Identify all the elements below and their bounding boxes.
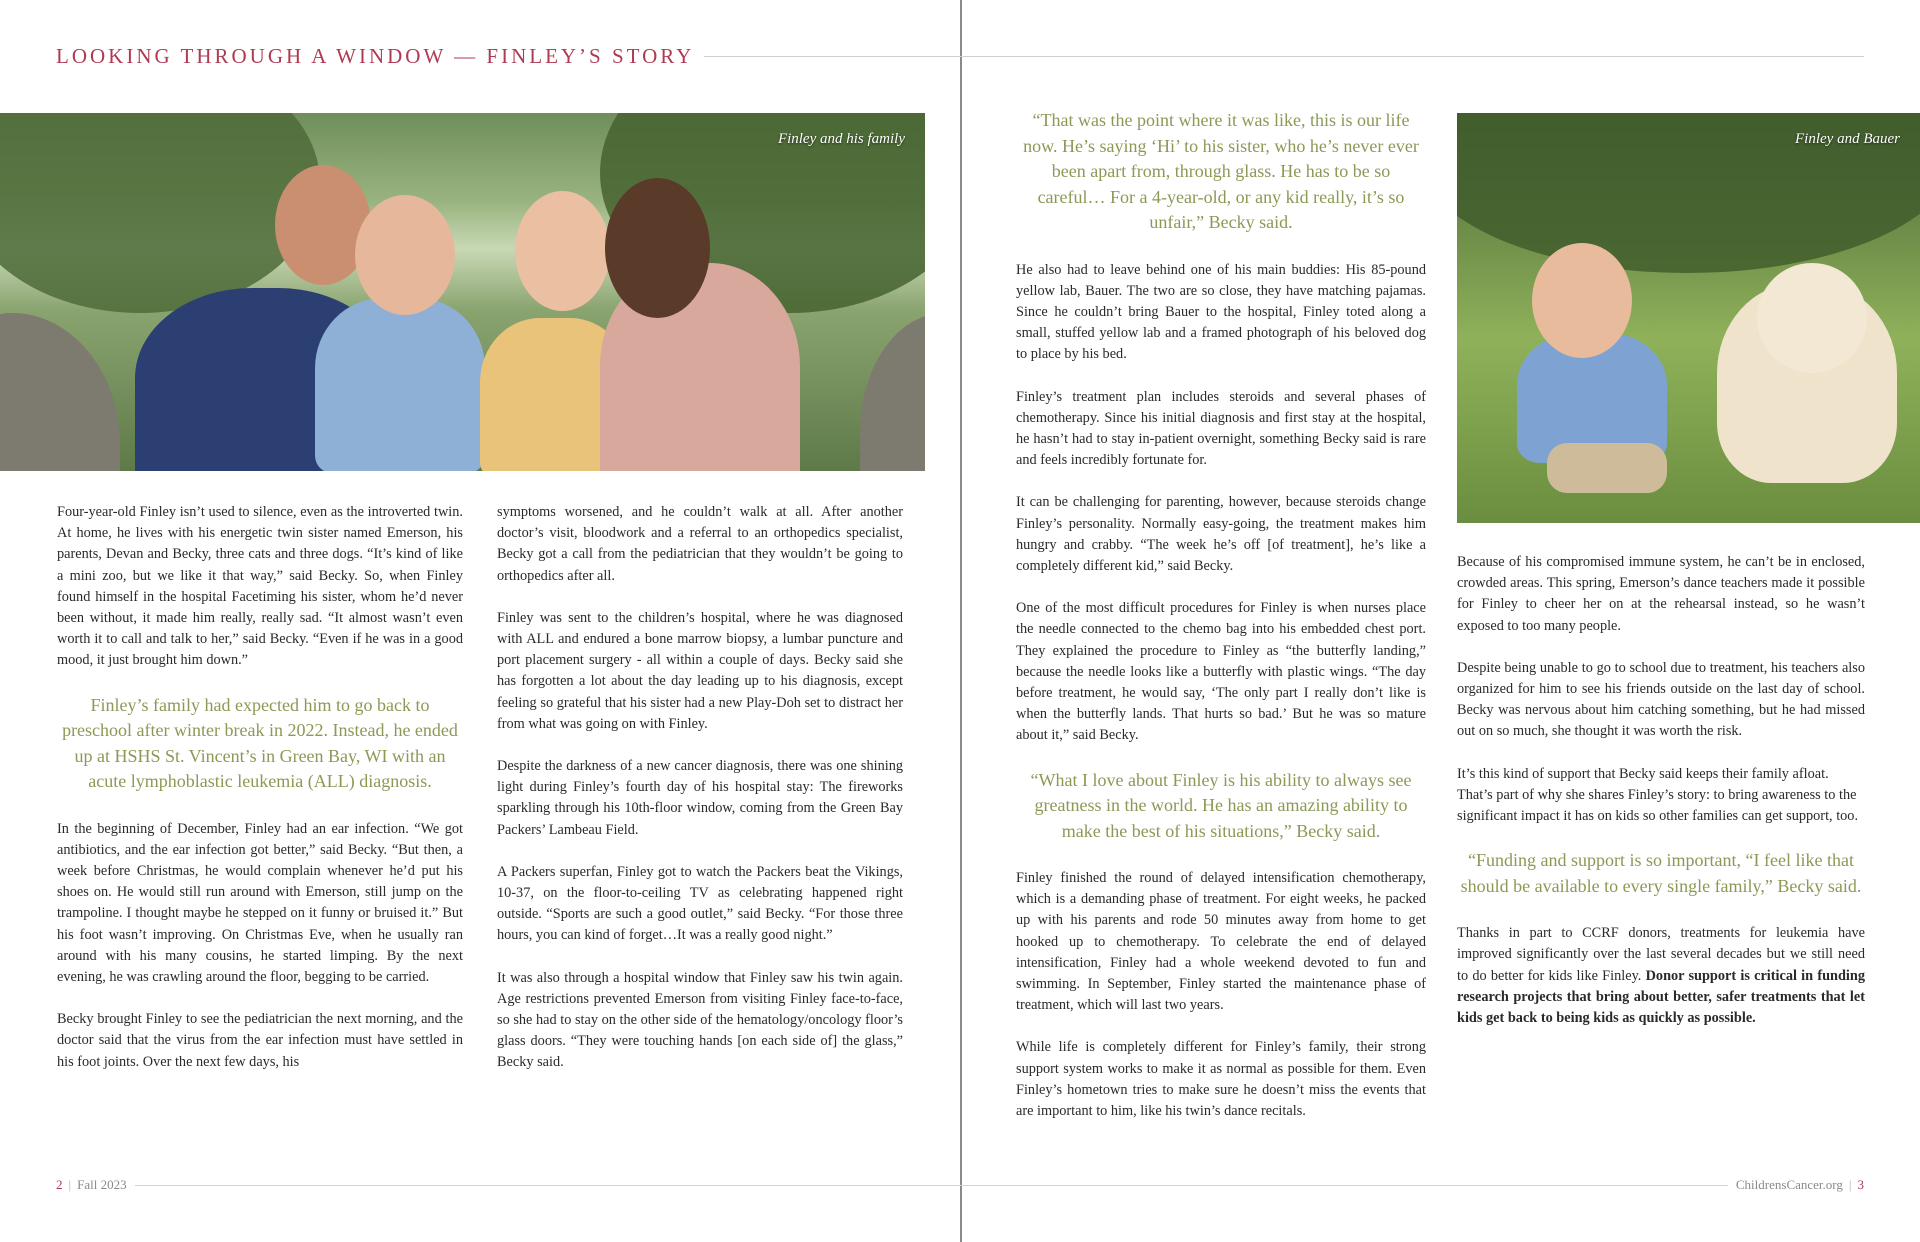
paragraph: Finley was sent to the children’s hospital, where he was diagnosed with ALL and endured a bone marrow biopsy, a lumbar puncture and port placement surgery - all within a couple of days. Becky said she has forgotten a lot about the day leading up to his diagnosis, except feeling so grateful that his sister had a new Play-Doh set to distract her from what was going on with Finley. xyxy=(497,609,903,732)
paragraph: Four-year-old Finley isn’t used to silence, even as the introverted twin. At home, he lives with his energetic twin sister named Emerson, his parents, Devan and Becky, three cats and three dogs. “It’s kind of like a mini zoo, but we like it that way,” said Becky. So, when Finley found himself in the hospital Facetiming his sister, whom he’d never been without, it made him really, really sad. “It almost wasn’t even worth it to call and talk to her,” said Becky. “Even if he was in a good mood, it just brought him down.” xyxy=(57,504,463,669)
paragraph: Despite the darkness of a new cancer diagnosis, there was one shining light during Finley’s fourth day of his hospital stay: The fireworks sparkling through his 10th-floor window, coming from the Green Bay Packers’ Lambeau Field. xyxy=(497,758,903,838)
column-2 xyxy=(497,502,903,1095)
column-3 xyxy=(1016,108,1426,1143)
pull-quote: Finley’s family had expected him to go back to preschool after winter break in 2022. Instead, he ended up at HSHS St. Vincent’s in Green Bay, WI with an acute lymphoblastic leukemia (ALL) diagnosis. xyxy=(62,694,458,792)
paragraph: Despite being unable to go to school due to treatment, his teachers also organized for him to see his friends outside on the last day of school. Becky was nervous about him catching something, but he had missed out on so much, she thought it was worth the risk. xyxy=(1457,659,1865,740)
site-label: ChildrensCancer.org xyxy=(1735,1177,1843,1192)
closing-paragraph xyxy=(1457,923,1865,1029)
pull-quote: “What I love about Finley is his ability to always see greatness in the world. He has an amazing ability to make the best of his situations,” Becky said. xyxy=(1030,769,1412,841)
paragraph: Finley’s treatment plan includes steroids and several phases of chemotherapy. Since his initial diagnosis and first stay at the hospital, he hasn’t had to stay in-patient overnight, something Becky said is rare and feels incredibly fortunate for. xyxy=(1016,388,1426,469)
closing-bold-text: Donor support is critical in funding research projects that bring about better, safer treatments that let kids get back to being kids as quickly as possible. xyxy=(1457,967,1866,1027)
tree-foliage-left xyxy=(0,113,320,313)
paragraph: Because of his compromised immune system, he can’t be in enclosed, crowded areas. This spring, Emerson’s dance teachers made it possible for Finley to cheer her on at the rehearsal instead, so he wasn’t exposed to too many people. xyxy=(1457,554,1865,634)
footer-separator: | xyxy=(68,1177,72,1192)
finley-shirt xyxy=(315,298,485,471)
paragraph: A Packers superfan, Finley got to watch the Packers beat the Vikings, 10-37, on the floor-to-ceiling TV as celebrating happened right outside. “Sports are such a good outlet,” said Becky. “For those three hours, you can kind of forget…It was a really good night.” xyxy=(497,863,903,944)
bauer-head xyxy=(1757,263,1867,373)
paragraph: In the beginning of December, Finley had an ear infection. “We got antibiotics, and the ear infection got better,” said Becky. “But then, a week before Christmas, he would complain whenever he’d put his shoes on. He would still run around with Emerson, still jump on the trampoline. I thought maybe he stepped on it funny or bruised it.” But his foot wasn’t improving. On Christmas Eve, when he usually ran around with his many cousins, he started limping. By the next evening, he was crawling around the floor, begging to be carried. xyxy=(57,820,463,986)
page-footer xyxy=(56,1177,1864,1193)
wooden-arch-right xyxy=(860,313,925,471)
column-4 xyxy=(1457,552,1865,1050)
bauer-photo-caption: Finley and Bauer xyxy=(1795,131,1900,147)
pull-quote: “That was the point where it was like, this is our life now. He’s saying ‘Hi’ to his sister, who he’s never ever been apart from, through glass. He has to be so careful… For a 4-year-old, or any kid really, it’s so unfair,” Becky said. xyxy=(1023,110,1419,232)
wooden-arch-left xyxy=(0,313,120,471)
footer-separator: | xyxy=(1848,1177,1852,1192)
pull-quote: “Funding and support is so important, “I feel like that should be available to every single family,” Becky said. xyxy=(1460,850,1862,896)
header-rule xyxy=(704,56,1864,57)
paragraph: While life is completely different for Finley’s family, their strong support system works to make it as normal as possible for them. Even Finley’s hometown tries to make sure he doesn’t miss the events that are important to him, like his twin’s dance recitals. xyxy=(1016,1039,1426,1120)
article-header xyxy=(56,42,1864,70)
paragraph: He also had to leave behind one of his main buddies: His 85-pound yellow lab, Bauer. The two are so close, they have matching pajamas. Since he couldn’t bring Bauer to the hospital, Finley toted along a small, stuffed yellow lab and a framed photograph of his beloved dog to place by his bed. xyxy=(1016,261,1426,363)
mom-hair xyxy=(605,178,710,318)
article-title: LOOKING THROUGH A WINDOW — FINLEY’S STORY xyxy=(56,43,695,68)
paragraph: One of the most difficult procedures for Finley is when nurses place the needle connected to the chemo bag into his embedded chest port. They explained the procedure to Finley as “the butterfly landing,” because the needle looks like a butterfly with plastic wings. “The day before treatment, he would say, ‘The only part I really don’t like is when the butterfly lands. That hurts so bad.’ But he was so mature about it,” said Becky. xyxy=(1016,600,1426,744)
right-page-number: 3 xyxy=(1857,1177,1864,1192)
emerson-head xyxy=(515,191,610,311)
finley-head-bauer xyxy=(1532,243,1632,358)
family-photo-caption: Finley and his family xyxy=(777,131,905,147)
paragraph: Finley finished the round of delayed intensification chemotherapy, which is a demanding phase of treatment. For eight weeks, he packed up with his parents and rode 50 minutes away from home to get hooked up to chemotherapy. To celebrate the end of delayed intensification, Finley had a whole weekend devoted to fun and swimming. In September, Finley started the maintenance phase of treatment, which will last two years. xyxy=(1016,870,1426,1014)
paragraph: It was also through a hospital window that Finley saw his twin again. Age restrictions prevented Emerson from visiting Finley face-to-face, so she had to stay on the other side of the hematology/oncology floor’s glass doors. “They were touching hands [on each side of] the glass,” Becky said. xyxy=(497,969,903,1071)
finley-shorts xyxy=(1547,443,1667,493)
bauer-photo xyxy=(1457,113,1920,523)
paragraph: It can be challenging for parenting, however, because steroids change Finley’s personality. Normally easy-going, the treatment makes him hungry and crabby. “The week he’s off [of treatment], he’s like a completely different kid,” said Becky. xyxy=(1016,494,1426,574)
paragraph: Becky brought Finley to see the pediatrician the next morning, and the doctor said that the virus from the ear infection must have settled in his foot joints. Over the next few days, his xyxy=(57,1011,463,1070)
family-photo xyxy=(0,113,925,471)
paragraph: It’s this kind of support that Becky said keeps their family afloat. That’s part of why she shares Finley’s story: to bring awareness to the significant impact it has on kids so other families can get support, too. xyxy=(1457,765,1859,825)
paragraph: symptoms worsened, and he couldn’t walk at all. After another doctor’s visit, bloodwork and a referral to an orthopedics specialist, Becky got a call from the pediatrician that they wouldn’t be going to orthopedics after all. xyxy=(497,504,903,584)
page-spine xyxy=(960,0,962,1242)
finley-head xyxy=(355,195,455,315)
closing-text: Thanks in part to CCRF donors, treatments for leukemia have improved significantly over the last several decades but we still need to do better for kids like Finley. xyxy=(1457,925,1865,984)
issue-label: Fall 2023 xyxy=(77,1177,127,1192)
left-page-number: 2 xyxy=(56,1177,63,1192)
footer-rule xyxy=(135,1185,1728,1186)
column-1 xyxy=(57,502,463,1094)
